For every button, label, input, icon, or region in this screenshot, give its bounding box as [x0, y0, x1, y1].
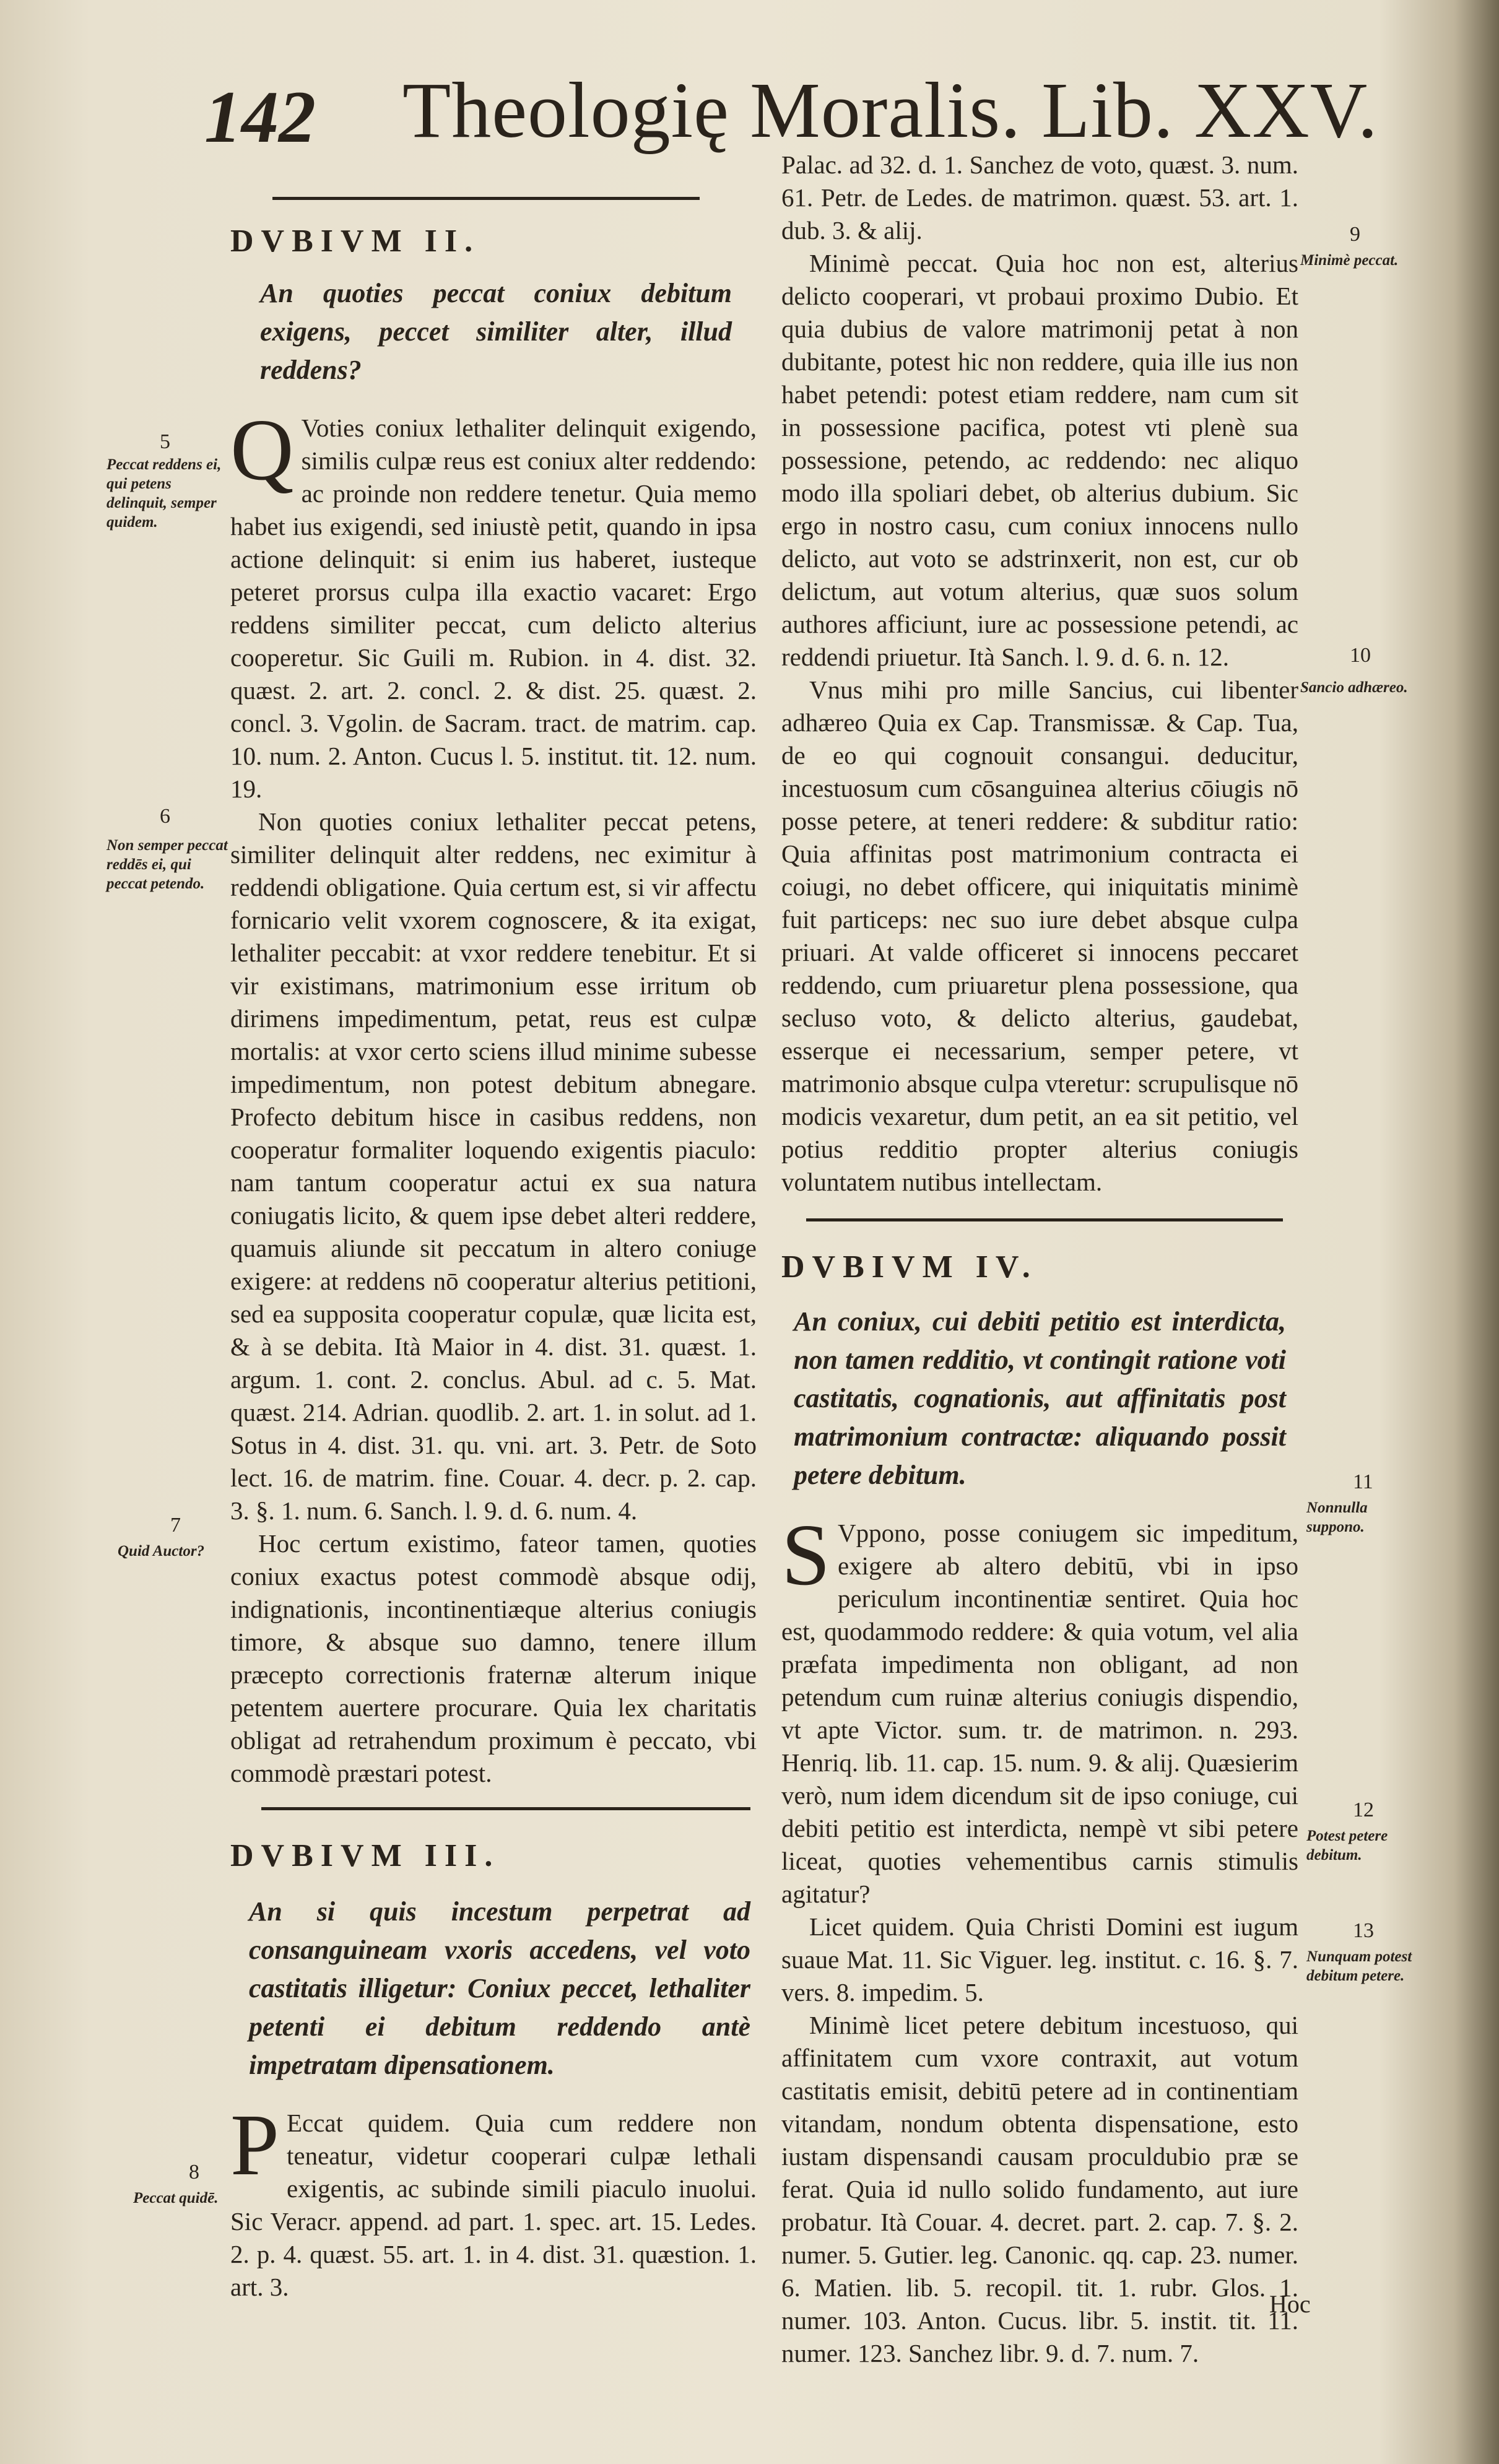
- right-column: [781, 149, 1298, 2370]
- margin-number-8: 8: [189, 2161, 199, 2184]
- drop-cap: S: [781, 1506, 830, 1603]
- dubium-3-question: An si quis incestum perpetrat ad consanguineam vxoris accedens, vel voto castitatis illigetur: Coniux peccet, lethaliter petenti ei debitum reddendo antè impetratam dipensationem.: [249, 1896, 750, 2080]
- dubium-4-para-2: Licet quidem. Quia Christi Domini est iugum suaue Mat. 11. Sic Viguer. leg. institut. c. 16. §. 7. vers. 8. impedim. 5.: [781, 1912, 1298, 2006]
- dubium-2-question: An quoties peccat coniux debitum exigens, peccet similiter alter, illud reddens?: [260, 278, 732, 385]
- dubium-3-heading: DVBIVM III.: [230, 1838, 500, 1873]
- dubium-4-heading: DVBIVM IV.: [781, 1249, 1038, 1285]
- dubium-4-para-3: Minimè licet petere debitum incestuoso, qui affinitatem cum vxore contraxit, aut votum castitatis emisit, debitū petere ad in continentiam vitandam, nondum obtenta dispensatione, esto iustam dispensandi causam proculdubio præ se ferat. Quia id nullo solido fundamento, aut iure probatur. Ità Couar. 4. decret. part. 2. cap. 7. §. 2. numer. 5. Gutier. leg. Canonic. qq. cap. 23. numer. 6. Matien. lib. 5. recopil. tit. 1. rubr. Glos. 1. numer. 103. Anton. Cucus. libr. 5. instit. tit. 11. numer. 123. Sanchez libr. 9. d. 7. num. 7.: [781, 2011, 1298, 2367]
- dubium-4-para-1: S Vppono, posse coniugem sic impeditum, exigere ab altero debitū, vbi in ipso periculum incontinentiæ sentiret. Quia hoc est, quodammodo reddere: & quia votum, vel alia præfata impedimenta non obligant, ad non petendum cum ruinæ alterius coniugis dispendio, vt apte Victor. sum. tr. de matrimon. n. 293. Henriq. lib. 11. cap. 15. num. 9. & alij. Quæsierim verò, num idem dicendum sit de ipso coniuge, cui debiti petitio est interdicta, nempè vt sibi petere liceat, quoties vehementibus carnis stimulis agitatur?: [781, 1506, 1298, 1908]
- dubium-2-para-1: Q Voties coniux lethaliter delinquit exigendo, similis culpæ reus est coniux alter reddendo: ac proinde non reddere tenetur. Quia memo habet ius exigendi, sed iniustè petit, quando in ipsa actione delinquit: si enim ius haberet, iusteque peteret prorsus culpa illa exactio vacaret: Ergo reddens similiter peccat, cum delicto alterius cooperetur. Sic Guili m. Rubion. in 4. dist. 32. quæst. 2. art. 2. concl. 2. & dist. 25. quæst. 2. concl. 3. Vgolin. de Sacram. tract. de matrim. cap. 10. num. 2. Anton. Cucus l. 5. institut. tit. 12. num. 19.: [230, 401, 757, 803]
- margin-note-7: Quid Auctor?: [118, 1543, 205, 1560]
- dubium-3-para-1: P Eccat quidem. Quia cum reddere non teneatur, videtur cooperari culpæ lethali exigentis, ac subinde simili piaculo inuolui. Sic Veracr. append. ad part. 1. spec. art. 15. Ledes. 2. p. 4. quæst. 55. art. 1. in 4. dist. 31. quæstion. 1. art. 3.: [230, 2096, 757, 2301]
- section-divider-left: [261, 1807, 750, 1810]
- margin-number-9: 9: [1350, 223, 1360, 246]
- margin-number-7: 7: [170, 1514, 181, 1537]
- page-number: 142: [204, 76, 316, 158]
- dubium-2-para-2: Non quoties coniux lethaliter peccat petens, similiter delinquit alter reddens, nec eximitur à reddendi obligatione. Quia certum est, si vir affectu fornicario velit vxorem cognoscere, & ita exigat, lethaliter peccabit: at vxor reddere tenebitur. Et si vir existimans, matrimonium esse irritum ob dirimens impedimentum, petat, reus est culpæ mortalis: at vxor certo sciens illud minime subesse impedimentum, non potest debitum abnegare. Profecto debitum hisce in casibus reddens, non cooperatur formaliter loquendo exigentis piaculo: nam tantum cooperatur actui ex sua natura coniugatis licito, & quem ipse debet alteri reddere, quamuis aliunde sit peccatum in altero coniuge exigere: at reddens nō cooperatur alterius petitioni, sed ea supposita cooperatur copulæ, quæ licita est, & à se debita. Ità Maior in 4. dist. 31. quæst. 1. argum. 1. cont. 2. conclus. Abul. ad c. 5. Mat. quæst. 214. Adrian. quodlib. 2. art. 1. in solut. ad 1. Sotus in 4. dist. 31. qu. vni. art. 3. Petr. de Soto lect. 16. de matrim. fine. Couar. 4. decr. p. 2. cap. 3. §. 1. num. 6. Sanch. l. 9. d. 6. num. 4.: [230, 807, 757, 1525]
- margin-note-11: Nonnulla suppono.: [1306, 1499, 1368, 1535]
- margin-note-12: Potest petere debitum.: [1306, 1828, 1388, 1863]
- left-column: [230, 223, 757, 2304]
- margin-note-13: Nunquam potest debitum petere.: [1306, 1948, 1412, 1984]
- margin-note-6: Non semper peccat reddēs ei, qui peccat petendo.: [106, 837, 228, 892]
- drop-cap: P: [230, 2096, 279, 2193]
- margin-number-5: 5: [160, 430, 170, 453]
- margin-note-8: Peccat quidē.: [133, 2190, 219, 2206]
- margin-number-6: 6: [160, 805, 170, 828]
- margin-number-13: 13: [1353, 1919, 1374, 1942]
- para-minime: Minimè peccat. Quia hoc non est, alterius delicto cooperari, vt probaui proximo Dubio. Et quia dubius de valore matrimonij petat à non dubitante, potest hic non reddere, quia ille ius non habet petendi: potest etiam reddere, nam cum sit in possessione pacifica, potest vti plenè sua possessione, petendo, ac reddendo: nec aliquo modo illa spoliari debet, ob alterius dubium. Sic ergo in nostro casu, cum coniux innocens nullo delicto, aut voto se adstrinxerit, non est, cur ob delictum, aut votum alterius, quæ suos solum authores afficiunt, iure ac possessione petendi, ac reddendi priuetur. Ità Sanch. l. 9. d. 6. n. 12.: [781, 249, 1298, 671]
- dubium-2-heading: DVBIVM II.: [230, 223, 480, 259]
- margin-note-9: Minimè peccat.: [1300, 252, 1399, 269]
- section-divider-right: [806, 1218, 1283, 1221]
- dubium-4-question: An coniux, cui debiti petitio est interdicta, non tamen redditio, vt contingit ratione voti castitatis, cognationis, aut affinitatis post matrimonium contractæ: aliquando possit petere debitum.: [794, 1306, 1286, 1490]
- margin-number-12: 12: [1353, 1798, 1374, 1821]
- margin-number-10: 10: [1350, 644, 1371, 667]
- margin-note-10: Sancio adhæreo.: [1300, 679, 1408, 696]
- header-rule-left: [272, 197, 700, 200]
- catchword: Hoc: [1269, 2290, 1311, 2318]
- running-title: Theologię Moralis. Lib. XXV.: [402, 66, 1378, 154]
- dubium-2-para-3: Hoc certum existimo, fateor tamen, quoties coniux exactus potest commodè absque odij, indignationis, incontinentiæque alterius coniugis timore, & absque suo damno, tenere illum præcepto correctionis fraternæ alterum inique petentem auertere procurare. Quia lex charitatis obligat ad retrahendum proximum è peccato, vbi commodè præstari potest.: [230, 1529, 757, 1787]
- continuation-text: Palac. ad 32. d. 1. Sanchez de voto, quæst. 3. num. 61. Petr. de Ledes. de matrimon. quæst. 53. art. 1. dub. 3. & alij.: [781, 150, 1298, 245]
- drop-cap: Q: [230, 401, 294, 498]
- para-vnus: Vnus mihi pro mille Sancius, cui libenter adhæreo Quia ex Cap. Transmissæ. & Cap. Tua, de eo qui cognouit consangui. deducitur, incestuosum cum cōsanguinea alterius cōiugis nō posse petere, at teneri reddere: & subditur ratio: Quia affinitas post matrimonium contracta ei coiugi, no debet officere, qui iniquitatis minimè fuit particeps: nec suo iure debet absque culpa priuari. At valde officeret si innocens peccaret reddendo, cum priuaretur plena possessione, qua secluso voto, & delicto alterius, gaudebat, esserque ei necessarium, semper petere, vt matrimonio absque culpa vteretur: scrupulisque nō modicis vexaretur, dum petit, an ea sit petitio, vel potius redditio propter alterius coniugis voluntatem nutibus intellectam.: [781, 675, 1298, 1196]
- margin-number-11: 11: [1353, 1470, 1373, 1493]
- margin-note-5: Peccat reddens ei, qui petens delinquit, semper quidem.: [106, 456, 222, 531]
